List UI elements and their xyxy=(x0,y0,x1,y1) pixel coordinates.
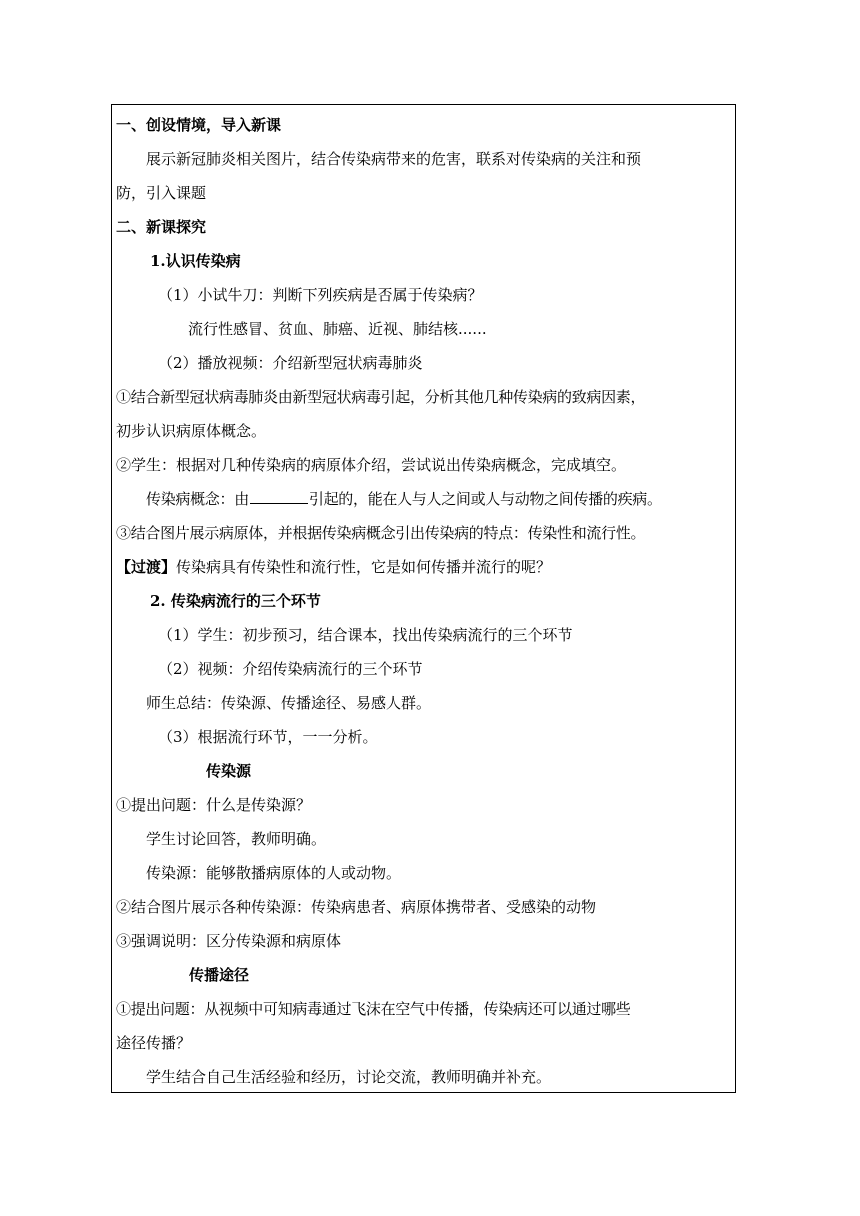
fill-in-blank xyxy=(250,487,308,504)
paragraph-line: （2）视频：介绍传染病流行的三个环节 xyxy=(158,660,423,678)
paragraph-line: 学生结合自己生活经验和经历，讨论交流，教师明确并补充。 xyxy=(146,1068,552,1086)
paragraph-line: 展示新冠肺炎相关图片，结合传染病带来的危害，联系对传染病的关注和预 xyxy=(146,150,642,168)
definition-suffix: 引起的，能在人与人之间或人与动物之间传播的疾病。 xyxy=(308,490,662,508)
paragraph-line: （2）播放视频：介绍新型冠状病毒肺炎 xyxy=(158,354,423,372)
paragraph-line: 途径传播？ xyxy=(116,1034,192,1052)
lesson-table-cell xyxy=(111,104,736,1093)
paragraph-line: 学生讨论回答，教师明确。 xyxy=(146,830,327,848)
paragraph-line: （1）小试牛刀：判断下列疾病是否属于传染病？ xyxy=(158,286,483,304)
paragraph-line: ①提出问题：从视频中可知病毒通过飞沫在空气中传播，传染病还可以通过哪些 xyxy=(116,1000,631,1018)
paragraph-line: ①提出问题：什么是传染源？ xyxy=(116,796,312,814)
topic-heading-route: 传播途径 xyxy=(189,966,250,984)
paragraph-line: 初步认识病原体概念。 xyxy=(116,422,267,440)
paragraph-line: ③结合图片展示病原体，并根据传染病概念引出传染病的特点：传染性和流行性。 xyxy=(116,524,646,542)
transition-label: 【过渡】 xyxy=(116,558,177,576)
paragraph-line: ②结合图片展示各种传染源：传染病患者、病原体携带者、受感染的动物 xyxy=(116,898,597,916)
paragraph-line: ②学生：根据对几种传染病的病原体介绍，尝试说出传染病概念，完成填空。 xyxy=(116,456,627,474)
subsection-heading: 2. 传染病流行的三个环节 xyxy=(150,592,321,610)
paragraph-line: ①结合新型冠状病毒肺炎由新型冠状病毒引起，分析其他几种传染病的致病因素， xyxy=(116,388,646,406)
subsection-heading: 1.认识传染病 xyxy=(150,252,241,270)
paragraph-line: 防，引入课题 xyxy=(116,184,207,202)
paragraph-line: ③强调说明：区分传染源和病原体 xyxy=(116,932,342,950)
paragraph-line: （3）根据流行环节，一一分析。 xyxy=(158,728,378,746)
paragraph-line: 传染源：能够散播病原体的人或动物。 xyxy=(146,864,402,882)
paragraph-line: （1）学生：初步预习，结合课本，找出传染病流行的三个环节 xyxy=(158,626,573,644)
topic-heading-source: 传染源 xyxy=(206,762,252,780)
transition-line xyxy=(116,550,551,584)
definition-line xyxy=(146,482,662,516)
paragraph-line: 流行性感冒、贫血、肺癌、近视、肺结核...... xyxy=(188,320,487,338)
section-heading-explore: 二、新课探究 xyxy=(116,218,207,236)
paragraph-line: 师生总结：传染源、传播途径、易感人群。 xyxy=(146,694,432,712)
section-heading-intro: 一、创设情境，导入新课 xyxy=(116,116,282,134)
definition-prefix: 传染病概念：由 xyxy=(146,490,249,508)
transition-text: 传染病具有传染性和流行性，它是如何传播并流行的呢？ xyxy=(176,558,552,576)
